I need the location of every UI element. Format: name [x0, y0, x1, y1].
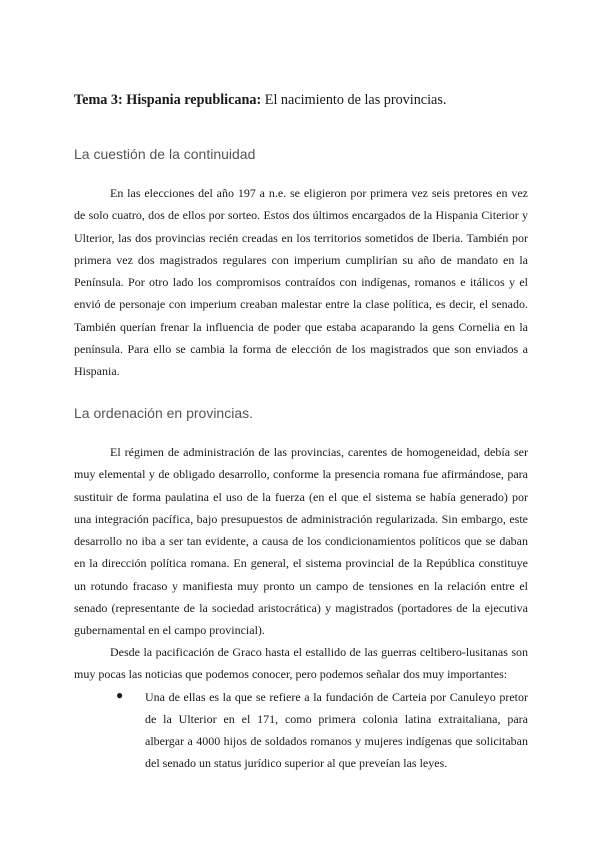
- paragraph-line: En las elecciones del año 197 a n.e. se eligieron por primera vez seis pretores en vez: [110, 186, 528, 200]
- paragraph-line: desarrollo no iba a ser tan evidente, a causa de los condicionamientos políticos que se daban: [74, 534, 528, 549]
- bullet-line: albergar a 4000 hijos de soldados romanos y mujeres indígenas que solicitaban: [145, 734, 528, 748]
- section-heading-continuidad: La cuestión de la continuidad: [74, 146, 256, 162]
- paragraph-line: en la dirección política romana. En general, el sistema provincial de la República constituye: [74, 556, 528, 571]
- paragraph-line: de solo cuatro, dos de ellos por sorteo. Estos dos últimos encargados de la Hispania Citerior y: [74, 208, 528, 223]
- paragraph-line: Ulterior, las dos provincias recién creadas en los territorios sometidos de Iberia. También por: [74, 230, 528, 245]
- paragraph-line: primera vez dos magistrados regulares con imperium cumplirían su año de mandato en la: [74, 252, 528, 267]
- bullet-line: del senado un status jurídico superior al que preveían las leyes.: [145, 756, 448, 770]
- paragraph-line: sustituir de forma paulatina el uso de la fuerza (en el que el sistema se había generado) por: [74, 489, 528, 504]
- page-title-rest: El nacimiento de las provincias.: [264, 92, 447, 108]
- paragraph-line: senado (representante de la sociedad aristocrática) y magistrados (portadores de la ejecutiva: [74, 601, 528, 616]
- paragraph-line: También querían frenar la influencia de poder que estaba acaparando la gens Cornelia en la: [74, 319, 528, 334]
- paragraph-continuidad: [74, 182, 528, 383]
- page-title: [74, 92, 446, 109]
- paragraph-ordenacion: [74, 441, 528, 642]
- bullet-line: de la Ulterior en el 171, como primera colonia latina extraitaliana, para: [145, 712, 528, 726]
- paragraph-pacificacion: [74, 641, 528, 686]
- section-heading-ordenacion: La ordenación en provincias.: [74, 405, 254, 421]
- bullet-item-carteia: [145, 686, 528, 774]
- paragraph-line: envió de personaje con imperium creaban malestar entre la clase política, es decir, el senado.: [74, 297, 528, 312]
- paragraph-line: una integración pacífica, bajo presupuestos de administración regularizada. Sin embargo, este: [74, 511, 528, 526]
- paragraph-line: gubernamental en el campo provincial).: [74, 623, 265, 638]
- bullet-line: Una de ellas es la que se refiere a la fundación de Carteia por Canuleyo pretor: [145, 690, 528, 704]
- page-title-bold: Tema 3: Hispania republicana:: [74, 92, 262, 108]
- paragraph-line: muy elemental y de obligado desarrollo, conforme la presencia romana fue afirmándose, para: [74, 467, 528, 482]
- paragraph-line: Desde la pacificación de Graco hasta el estallido de las guerras celtibero-lusitanas son: [110, 645, 528, 659]
- paragraph-line: muy pocas las noticias que podemos conocer, pero podemos señalar dos muy importantes:: [74, 667, 508, 682]
- paragraph-line: un rotundo fracaso y manifiesta muy pronto un campo de tensiones en la relación entre el: [74, 578, 528, 593]
- paragraph-line: Península. Por otro lado los compromisos contraídos con indígenas, romanos e itálicos y el: [74, 275, 528, 290]
- paragraph-line: Hispania.: [74, 364, 120, 379]
- paragraph-line: El régimen de administración de las provincias, carentes de homogeneidad, debía ser: [110, 445, 528, 459]
- paragraph-line: península. Para ello se cambia la forma de elección de los magistrados que son enviados a: [74, 342, 528, 357]
- bullet-icon: ●: [116, 688, 124, 702]
